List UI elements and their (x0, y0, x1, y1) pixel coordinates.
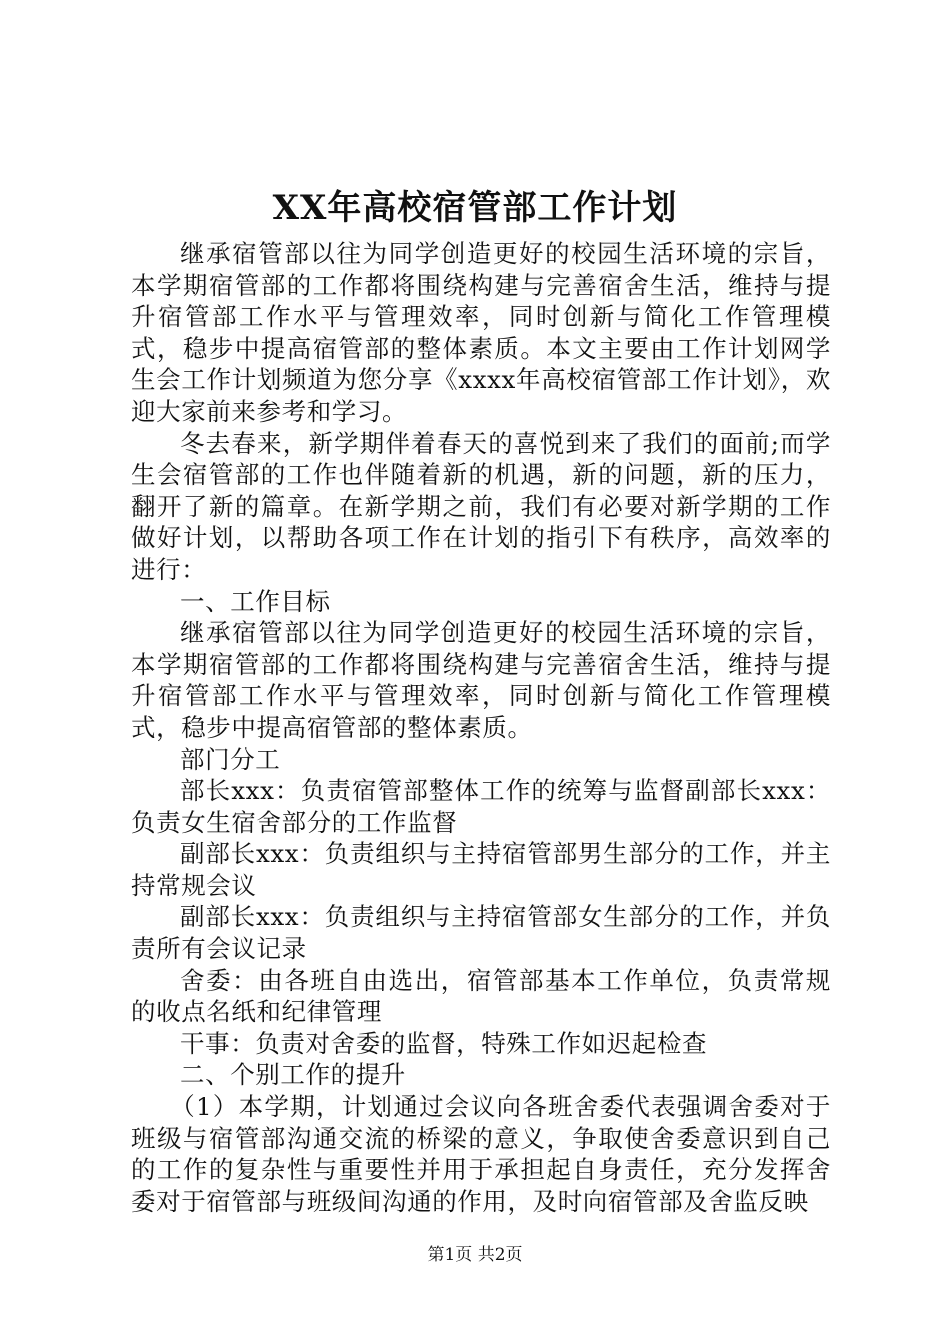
page-footer: 第1页 共2页 (427, 1245, 523, 1265)
section-heading-division: 部门分工 (180, 744, 281, 774)
paragraph-new-semester: 冬去春来，新学期伴着春天的喜悦到来了我们的面前;而学生会宿管部的工作也伴随着新的机遇，新的问题，新的压力，翻开了新的篇章。在新学期之前，我们有必要对新学期的工作做好计划，以帮助各项工作在计划的指引下有秩序，高效率的进行： (131, 428, 831, 584)
document-body (131, 238, 831, 1217)
section-heading-improvement: 二、个别工作的提升 (180, 1060, 406, 1090)
paragraph-staff: 干事：负责对舍委的监督，特殊工作如迟起检查 (180, 1028, 708, 1058)
paragraph-goals: 继承宿管部以往为同学创造更好的校园生活环境的宗旨，本学期宿管部的工作都将围绕构建与完善宿舍生活，维持与提升宿管部工作水平与管理效率，同时创新与简化工作管理模式，稳步中提高宿管部的整体素质。 (131, 618, 831, 742)
paragraph-vice-minister-male: 副部长xxx：负责组织与主持宿管部男生部分的工作，并主持常规会议 (131, 839, 831, 900)
paragraph-improvement-1: （1）本学期，计划通过会议向各班舍委代表强调舍委对于班级与宿管部沟通交流的桥梁的意义，争取使舍委意识到自己的工作的复杂性与重要性并用于承担起自身责任，充分发挥舍委对于宿管部与班级间沟通的作用，及时向宿管部及舍监反映 (131, 1092, 831, 1216)
section-heading-goals: 一、工作目标 (180, 586, 331, 616)
paragraph-vice-minister-female: 副部长xxx：负责组织与主持宿管部女生部分的工作，并负责所有会议记录 (131, 902, 831, 964)
paragraph-intro: 继承宿管部以往为同学创造更好的校园生活环境的宗旨，本学期宿管部的工作都将围绕构建与完善宿舍生活，维持与提升宿管部工作水平与管理效率，同时创新与简化工作管理模式，稳步中提高宿管部的整体素质。本文主要由工作计划网学生会工作计划频道为您分享《xxxx年高校宿管部工作计划》，欢迎大家前来参考和学习。 (131, 239, 831, 426)
document-title: XX年高校宿管部工作计划 (272, 188, 678, 228)
paragraph-dorm-committee: 舍委：由各班自由选出，宿管部基本工作单位，负责常规的收点名纸和纪律管理 (131, 965, 831, 1027)
paragraph-minister: 部长xxx：负责宿管部整体工作的统筹与监督副部长xxx：负责女生宿舍部分的工作监督 (131, 776, 831, 837)
